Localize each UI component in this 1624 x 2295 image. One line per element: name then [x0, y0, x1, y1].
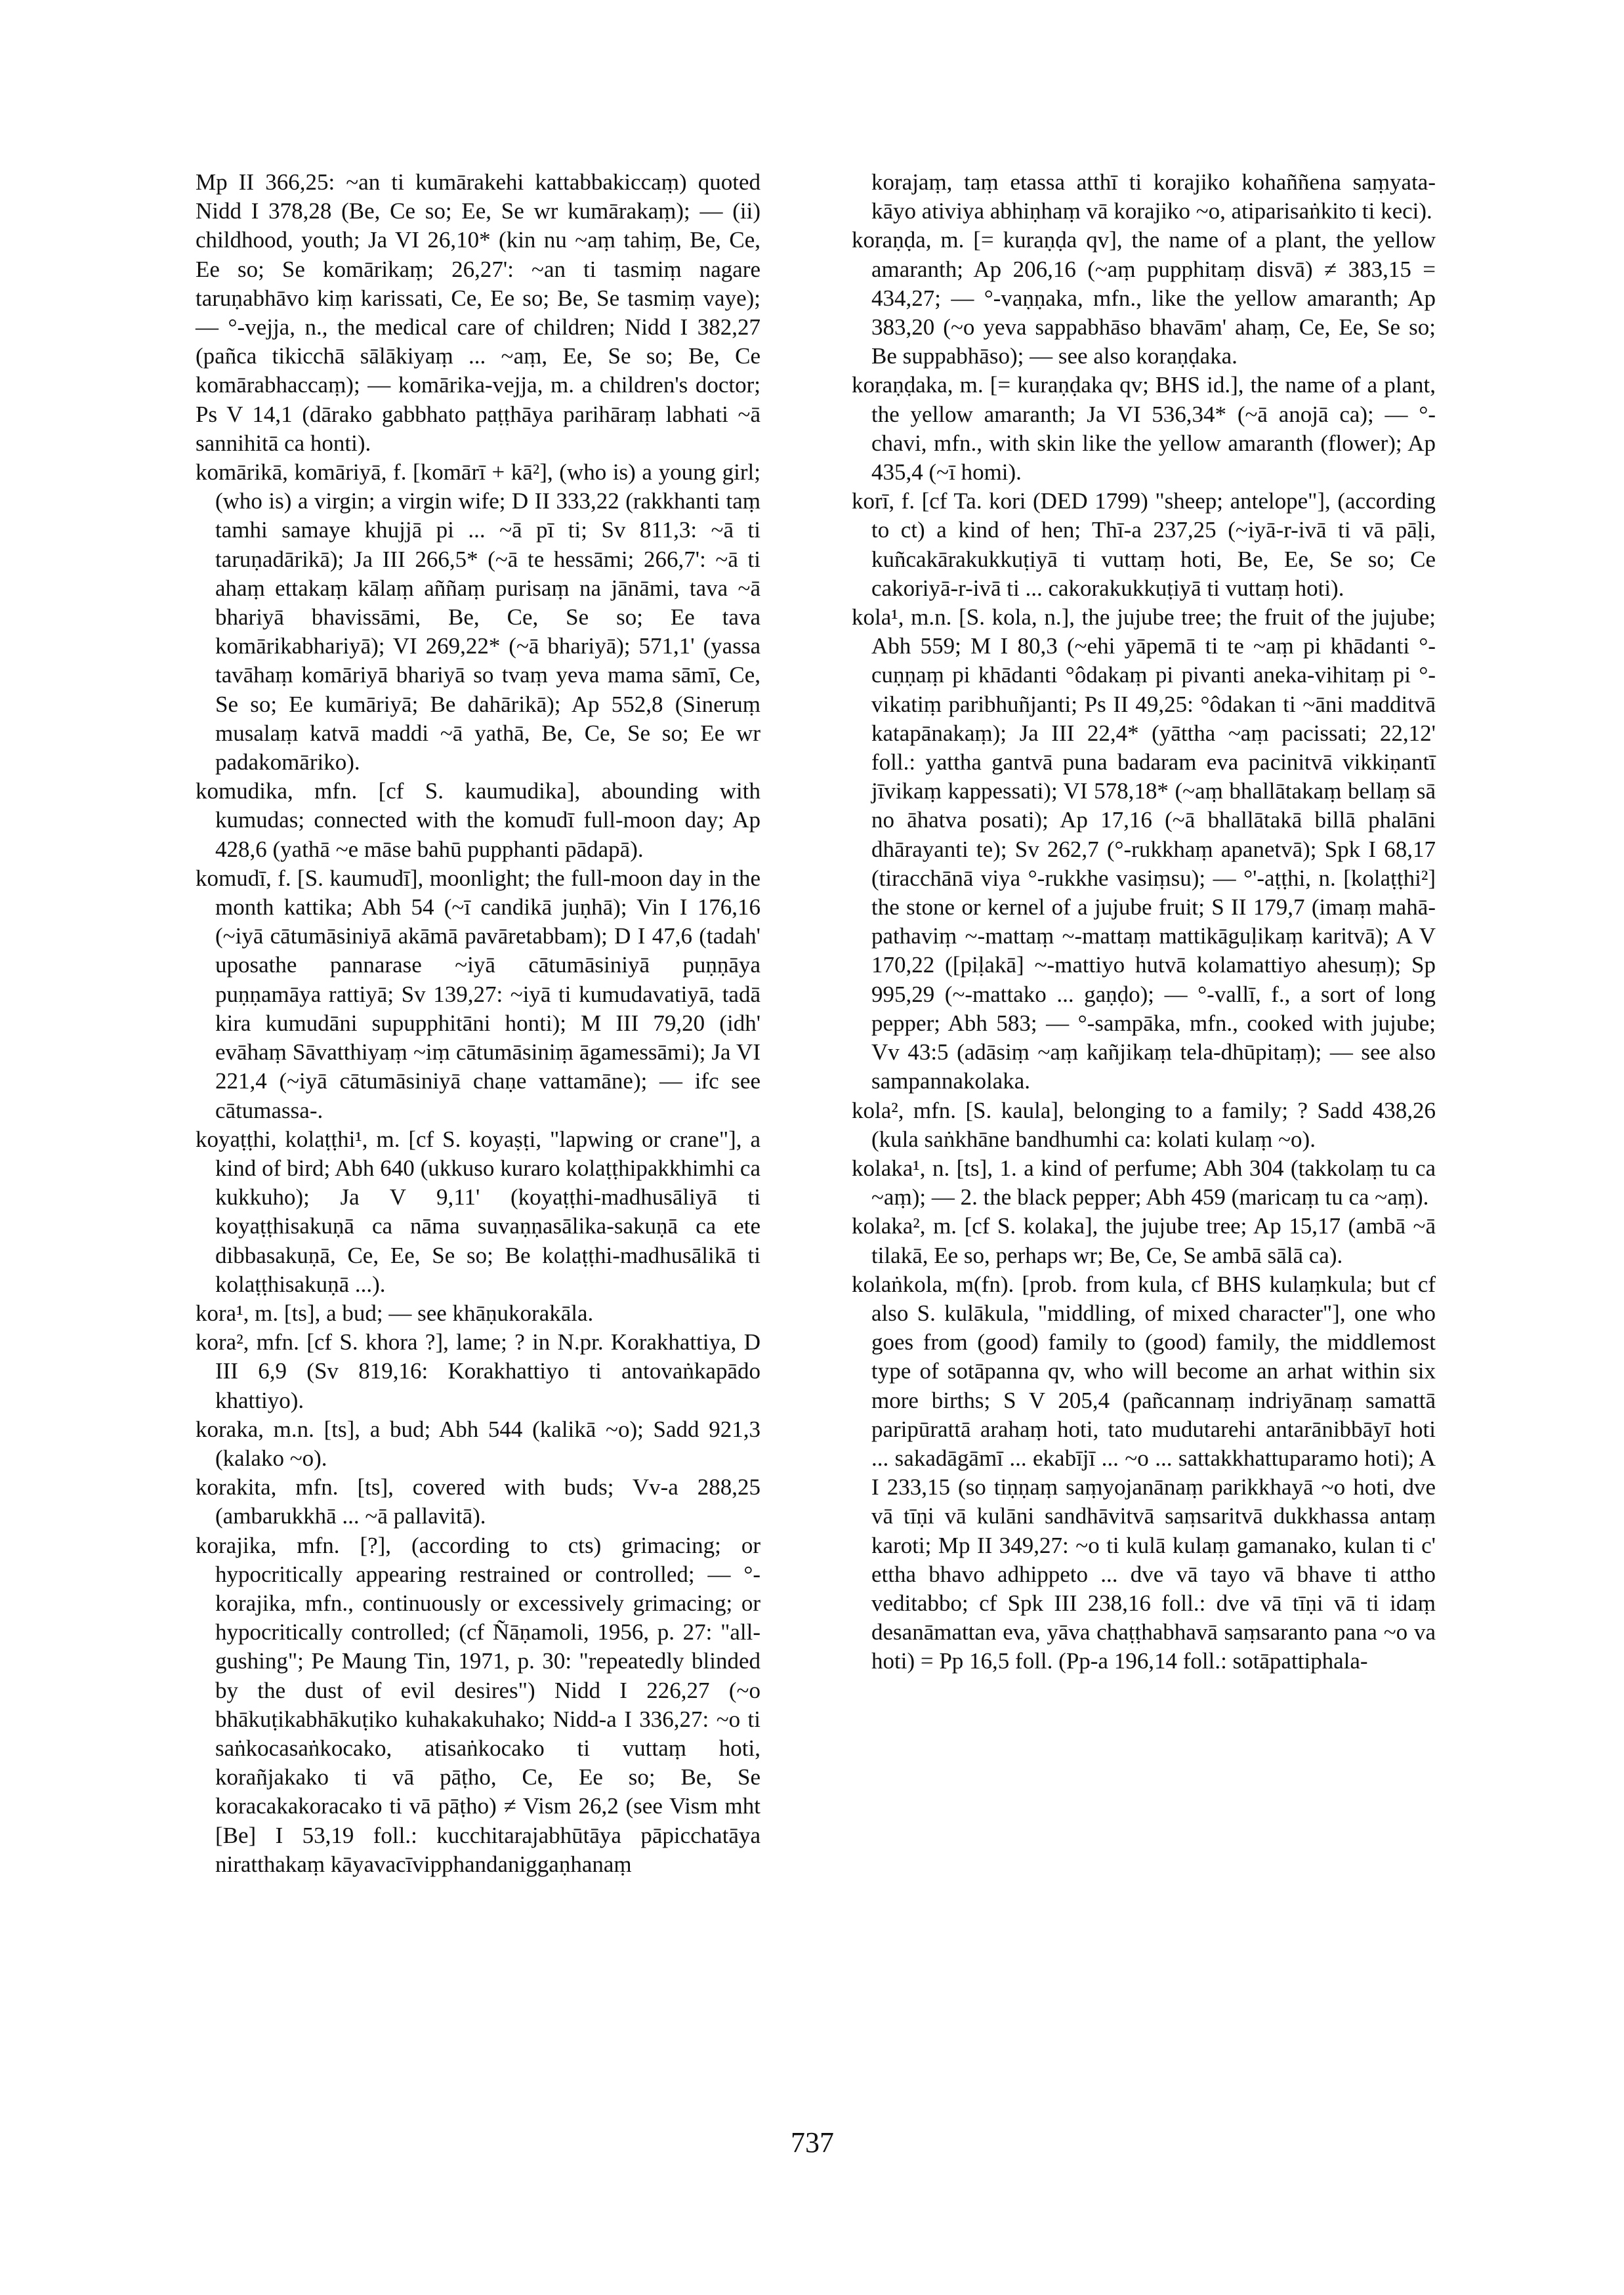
- entry-text: kora¹, m. [ts], a bud; — see khāṇukorakāla.: [196, 1300, 594, 1326]
- left-column: [196, 168, 760, 1879]
- entry-text: kola², mfn. [S. kaula], belonging to a family; ? Sadd 438,26 (kula saṅkhāne bandhumhi ca: kolati kulaṃ ~o).: [852, 1097, 1436, 1152]
- entry-text: koyaṭṭhi, kolaṭṭhi¹, m. [cf S. koyaṣṭi, "lapwing or crane"], a kind of bird; Abh 640 (ukkuso kuraro kolaṭṭhipakkhimhi ca kukkuho); Ja V 9,11' (koyaṭṭhi-madhusāliyā ti koyaṭṭhisakuṇā ca nāma suvaṇṇasālika-sakuṇā ca ete dibbasakuṇā, Ce, Ee, Se so; Be kolaṭṭhi-madhusālikā ti kolaṭṭhisakuṇā ...).: [196, 1126, 760, 1297]
- entry-text: komudika, mfn. [cf S. kaumudika], abounding with kumudas; connected with the komudī full-moon day; Ap 428,6 (yathā ~e māse bahū pupphanti pādapā).: [196, 778, 760, 862]
- entry-text: korajaṃ, taṃ etassa atthī ti korajiko kohaññena saṃyata-kāyo ativiya abhiṇhaṃ vā korajiko ~o, atiparisaṅkito ti keci).: [871, 169, 1436, 224]
- entry-text: kolaka¹, n. [ts], 1. a kind of perfume; Abh 304 (takkolaṃ tu ca ~aṃ); — 2. the black pepper; Abh 459 (maricaṃ tu ca ~aṃ).: [852, 1155, 1436, 1210]
- entry-text: kora², mfn. [cf S. khora ?], lame; ? in N.pr. Korakhattiya, D III 6,9 (Sv 819,16: Korakhattiyo ti antovaṅkapādo khattiyo).: [196, 1329, 760, 1413]
- entry-text: korakita, mfn. [ts], covered with buds; Vv-a 288,25 (ambarukkhā ... ~ā pallavitā).: [196, 1474, 760, 1529]
- entry-text: korī, f. [cf Ta. kori (DED 1799) "sheep; antelope"], (according to ct) a kind of hen; Thī-a 237,25 (~iyā-r-ivā ti vā pāḷi, kuñcakārakukkuṭiyā ti vuttaṃ hoti, Be, Ee, Se so; Ce cakoriyā-r-ivā ti ... cakorakukkuṭiyā ti vuttaṃ hoti).: [852, 488, 1436, 601]
- entry-text: koraṇḍaka, m. [= kuraṇḍaka qv; BHS id.], the name of a plant, the yellow amaranth; Ja VI 536,34* (~ā anojā ca); — °-chavi, mfn., with skin like the yellow amaranth (flower); Ap 435,4 (~ī homi).: [852, 372, 1436, 486]
- right-column: [852, 168, 1436, 1676]
- entry-text: koraṇḍa, m. [= kuraṇḍa qv], the name of a plant, the yellow amaranth; Ap 206,16 (~aṃ pupphitaṃ disvā) ≠ 383,15 = 434,27; — °-vaṇṇaka, mfn., like the yellow amaranth; Ap 383,20 (~o yeva sappabhāso bhavām' ahaṃ, Ce, Ee, Se so; Be suppabhāso); — see also koraṇḍaka.: [852, 227, 1436, 369]
- entry-text: koraka, m.n. [ts], a bud; Abh 544 (kalikā ~o); Sadd 921,3 (kalako ~o).: [196, 1416, 760, 1471]
- entry-text: kolaṅkola, m(fn). [prob. from kula, cf BHS kulaṃkula; but cf also S. kulākula, "middling, of mixed character"], one who goes from (good) family to (good) family, the middlemost type of sotāpanna qv, who will become an arhat within six more births; S V 205,4 (pañcannaṃ indriyānaṃ samattā paripūrattā arahaṃ hoti, tato mudutarehi antarānibbāyī hoti ... sakadāgāmī ... ekabījī ... ~o ... sattakkhattuparamo hoti); A I 233,15 (so tiṇṇaṃ saṃyojanānaṃ parikkhayā ~o hoti, dve vā tīṇi vā kulāni sandhāvitvā saṃsaritvā dukkhassa antaṃ karoti; Mp II 349,27: ~o ti kulā kulaṃ gamanako, kulan ti c' ettha bhavo adhippeto ... dve vā tayo vā bhave ti attho veditabbo; cf Spk III 238,16 foll.: dve vā tīṇi vā ti idaṃ desanāmattan eva, yāva chaṭṭhabhavā saṃsaranto pana ~o va hoti) = Pp 16,5 foll. (Pp-a 196,14 foll.: sotāpattiphala-: [852, 1271, 1436, 1674]
- entry-text: kola¹, m.n. [S. kola, n.], the jujube tree; the fruit of the jujube; Abh 559; M I 80,3 (~ehi yāpemā ti te ~aṃ pi khādanti °-cuṇṇaṃ pi khādanti °ôdakaṃ pi pivanti aneka-vihitaṃ pi °-vikatiṃ paribhuñjanti; Ps II 49,25: °ôdakan ti ~āni madditvā katapānakaṃ); Ja III 22,4* (yāttha ~aṃ pacissati; 22,12' foll.: yattha gantvā puna badaram eva pacinitvā vikkiṇantī jīvikaṃ kappessati); VI 578,18* (~aṃ bhallātakaṃ bellaṃ sā no āhatva posati); Ap 17,16 (~ā bhallātakā billā phalāni dhārayanti te); Sv 262,7 (°-rukkhaṃ apanetvā); Spk I 68,17 (tiracchānā viya °-rukkhe vasiṃsu); — °'-aṭṭhi, n. [kolaṭṭhi²] the stone or kernel of a jujube fruit; S II 179,7 (imaṃ mahā-pathaviṃ ~-mattaṃ ~-mattaṃ mattikāguḷikaṃ karitvā); A V 170,22 ([piḷakā] ~-mattiyo hutvā kolamattiyo ahesuṃ); Sp 995,29 (~-mattako ... gaṇḍo); — °-vallī, f., a sort of long pepper; Abh 583; — °-sampāka, mfn., cooked with jujube; Vv 43:5 (adāsiṃ ~aṃ kañjikaṃ tela-dhūpitaṃ); — see also sampannakolaka.: [852, 604, 1436, 1094]
- entry-text: korajika, mfn. [?], (according to cts) grimacing; or hypocritically appearing restrained or controlled; — °-korajika, mfn., continuously or excessively grimacing; or hypocritically controlled; (cf Ñāṇamoli, 1956, p. 27: "all-gushing"; Pe Maung Tin, 1971, p. 30: "repeatedly blinded by the dust of evil desires") Nidd I 226,27 (~o bhākuṭikabhākuṭiko kuhakakuhako; Nidd-a I 336,27: ~o ti saṅkocasaṅkocako, atisaṅkocako ti vuttaṃ hoti, korañjakako ti vā pāṭho, Ce, Ee so; Be, Se koracakakoracako ti vā pāṭho) ≠ Vism 26,2 (see Vism mht [Be] I 53,19 foll.: kucchitarajabhūtāya pāpicchatāya niratthakaṃ kāyavacīvipphandaniggaṇhanaṃ: [196, 1532, 760, 1877]
- entry-text: komudī, f. [S. kaumudī], moonlight; the full-moon day in the month kattika; Abh 54 (~ī candikā juṇhā); Vin I 176,16 (~iyā cātumāsiniyā akāmā pavāretabbam); D I 47,6 (tadah' uposathe pannarase ~iyā cātumāsiniyā puṇṇāya puṇṇamāya rattiyā; Sv 139,27: ~iyā ti kumudavatiyā, tadā kira kumudāni supupphitāni honti); M III 79,20 (idh' evāhaṃ Sāvatthiyaṃ ~iṃ cātumāsiniṃ āgamessāmi); Ja VI 221,4 (~iyā cātumāsiniyā chaṇe vattamāne); — ifc see cātumassa-.: [196, 865, 760, 1123]
- entry-text: Mp II 366,25: ~an ti kumārakehi kattabbakiccaṃ) quoted Nidd I 378,28 (Be, Ce so; Ee, Se wr kumārakaṃ); — (ii) childhood, youth; Ja VI 26,10* (kin nu ~aṃ tahiṃ, Be, Ce, Ee so; Se komārikaṃ; 26,27': ~an ti tasmiṃ nagare taruṇabhāvo kiṃ karissati, Ce, Ee so; Be, Se tasmiṃ vaye); — °-vejja, n., the medical care of children; Nidd I 382,27 (pañca tikicchā sālākiyaṃ ... ~aṃ, Ee, Se so; Be, Ce komārabhaccaṃ); — komārika-vejja, m. a children's doctor; Ps V 14,1 (dārako gabbhato paṭṭhāya parihāraṃ labhati ~ā sannihitā ca honti).: [196, 169, 760, 456]
- page-number: 737: [791, 2126, 834, 2159]
- entry-text: kolaka², m. [cf S. kolaka], the jujube tree; Ap 15,17 (ambā ~ā tilakā, Ee so, perhaps wr; Be, Ce, Se ambā sālā ca).: [852, 1213, 1436, 1268]
- entry-text: komārikā, komāriyā, f. [komārī + kā²], (who is) a young girl; (who is) a virgin; a virgin wife; D II 333,22 (rakkhanti taṃ tamhi samaye khujjā pi ... ~ā pī ti; Sv 811,3: ~ā ti taruṇadārikā); Ja III 266,5* (~ā te hessāmi; 266,7': ~ā ti ahaṃ ettakaṃ kālaṃ aññaṃ purisaṃ na jānāmi, tava ~ā bhariyā bhavissāmi, Be, Ce, Se so; Ee tava komārikabhariyā); VI 269,22* (~ā bhariyā); 571,1' (yassa tavāhaṃ komāriyā bhariyā so tvaṃ yeva mama sāmī, Ce, Se so; Ee kumāriyā; Be dahārikā); Ap 552,8 (Sineruṃ musalaṃ katvā maddi ~ā yathā, Be, Ce, Se so; Ee wr padakomāriko).: [196, 459, 760, 775]
